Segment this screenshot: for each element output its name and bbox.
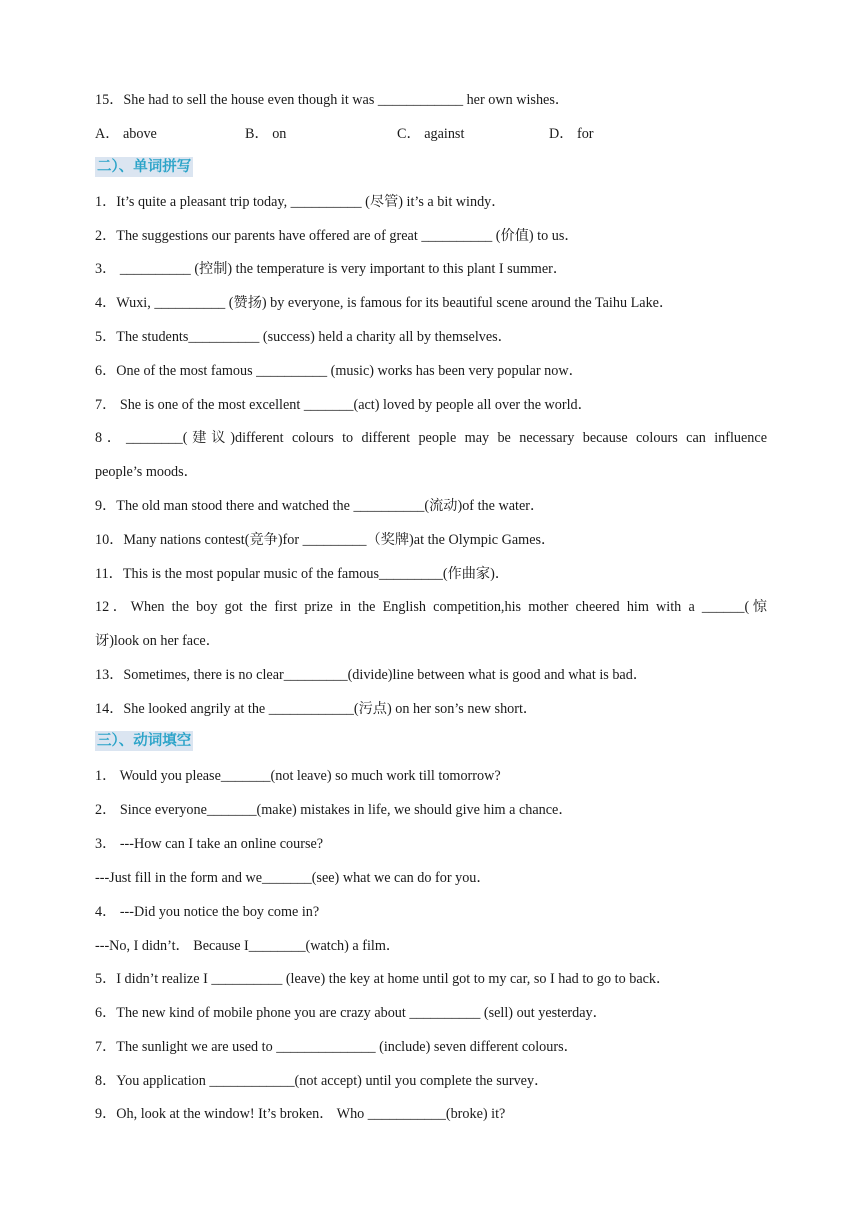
spelling-item: 6．One of the most famous __________ (music) works has been very popular now． <box>95 363 583 379</box>
spelling-item: 2．The suggestions our parents have offered are of great __________ (价值) to us． <box>95 228 579 244</box>
verb-item: 1． Would you please_______(not leave) so much work till tomorrow? <box>95 768 501 784</box>
verb-item: 6．The new kind of mobile phone you are crazy about __________ (sell) out yesterday． <box>95 1005 607 1021</box>
spelling-item: 8．________(建议)different colours to different people may be necessary because colours can influence <box>95 430 767 446</box>
spelling-item: 1．It’s quite a pleasant trip today, __________ (尽管) it’s a bit windy． <box>95 194 506 210</box>
spelling-item: 5．The students__________ (success) held a charity all by themselves． <box>95 329 512 345</box>
verb-item: 8．You application ____________(not accept) until you complete the survey． <box>95 1073 549 1089</box>
spelling-item-continuation: 讶)look on her face． <box>95 633 220 649</box>
option-c: C． against <box>397 126 465 142</box>
verb-item: 9．Oh, look at the window! It’s broken． Who ___________(broke) it? <box>95 1106 506 1122</box>
spelling-item: 10．Many nations contest(竞争)for _________（奖牌)at the Olympic Games． <box>95 532 556 548</box>
option-a: A． above <box>95 126 157 142</box>
verb-item: 4． ---Did you notice the boy come in? <box>95 904 320 920</box>
spelling-item: 14．She looked angrily at the ____________(污点) on her son’s new short． <box>95 701 538 717</box>
verb-item: 2． Since everyone_______(make) mistakes in life, we should give him a chance． <box>95 802 573 818</box>
verb-item: 3． ---How can I take an online course? <box>95 836 324 852</box>
question-15-stem: 15．She had to sell the house even though it was ____________ her own wishes． <box>95 92 570 108</box>
verb-item-continuation: ---Just fill in the form and we_______(see) what we can do for you． <box>95 870 491 886</box>
option-b: B． on <box>245 126 287 142</box>
verb-item: 7．The sunlight we are used to ______________ (include) seven different colours． <box>95 1039 578 1055</box>
spelling-item: 4．Wuxi, __________ (赞扬) by everyone, is famous for its beautiful scene around the Taihu Lake． <box>95 295 674 311</box>
verb-item: 5．I didn’t realize I __________ (leave) the key at home until got to my car, so I had to go to back． <box>95 971 671 987</box>
spelling-item: 12．When the boy got the first prize in the English competition,his mother cheered him with a ______(惊 <box>95 599 767 615</box>
section-heading-spelling: 二）、单词拼写 <box>97 159 192 175</box>
spelling-item: 11．This is the most popular music of the famous_________(作曲家)． <box>95 566 510 582</box>
option-d: D． for <box>549 126 594 142</box>
section-heading-verbs: 三）、动词填空 <box>97 733 192 749</box>
spelling-item: 13．Sometimes, there is no clear_________(divide)line between what is good and what is bad． <box>95 667 648 683</box>
spelling-item: 9．The old man stood there and watched the __________(流动)of the water． <box>95 498 545 514</box>
spelling-item: 7． She is one of the most excellent _______(act) loved by people all over the world． <box>95 397 592 413</box>
verb-item-continuation: ---No, I didn’t． Because I________(watch) a film． <box>95 938 401 954</box>
spelling-item: 3． __________ (控制) the temperature is very important to this plant I summer． <box>95 261 568 277</box>
spelling-item-continuation: people’s moods． <box>95 464 198 480</box>
